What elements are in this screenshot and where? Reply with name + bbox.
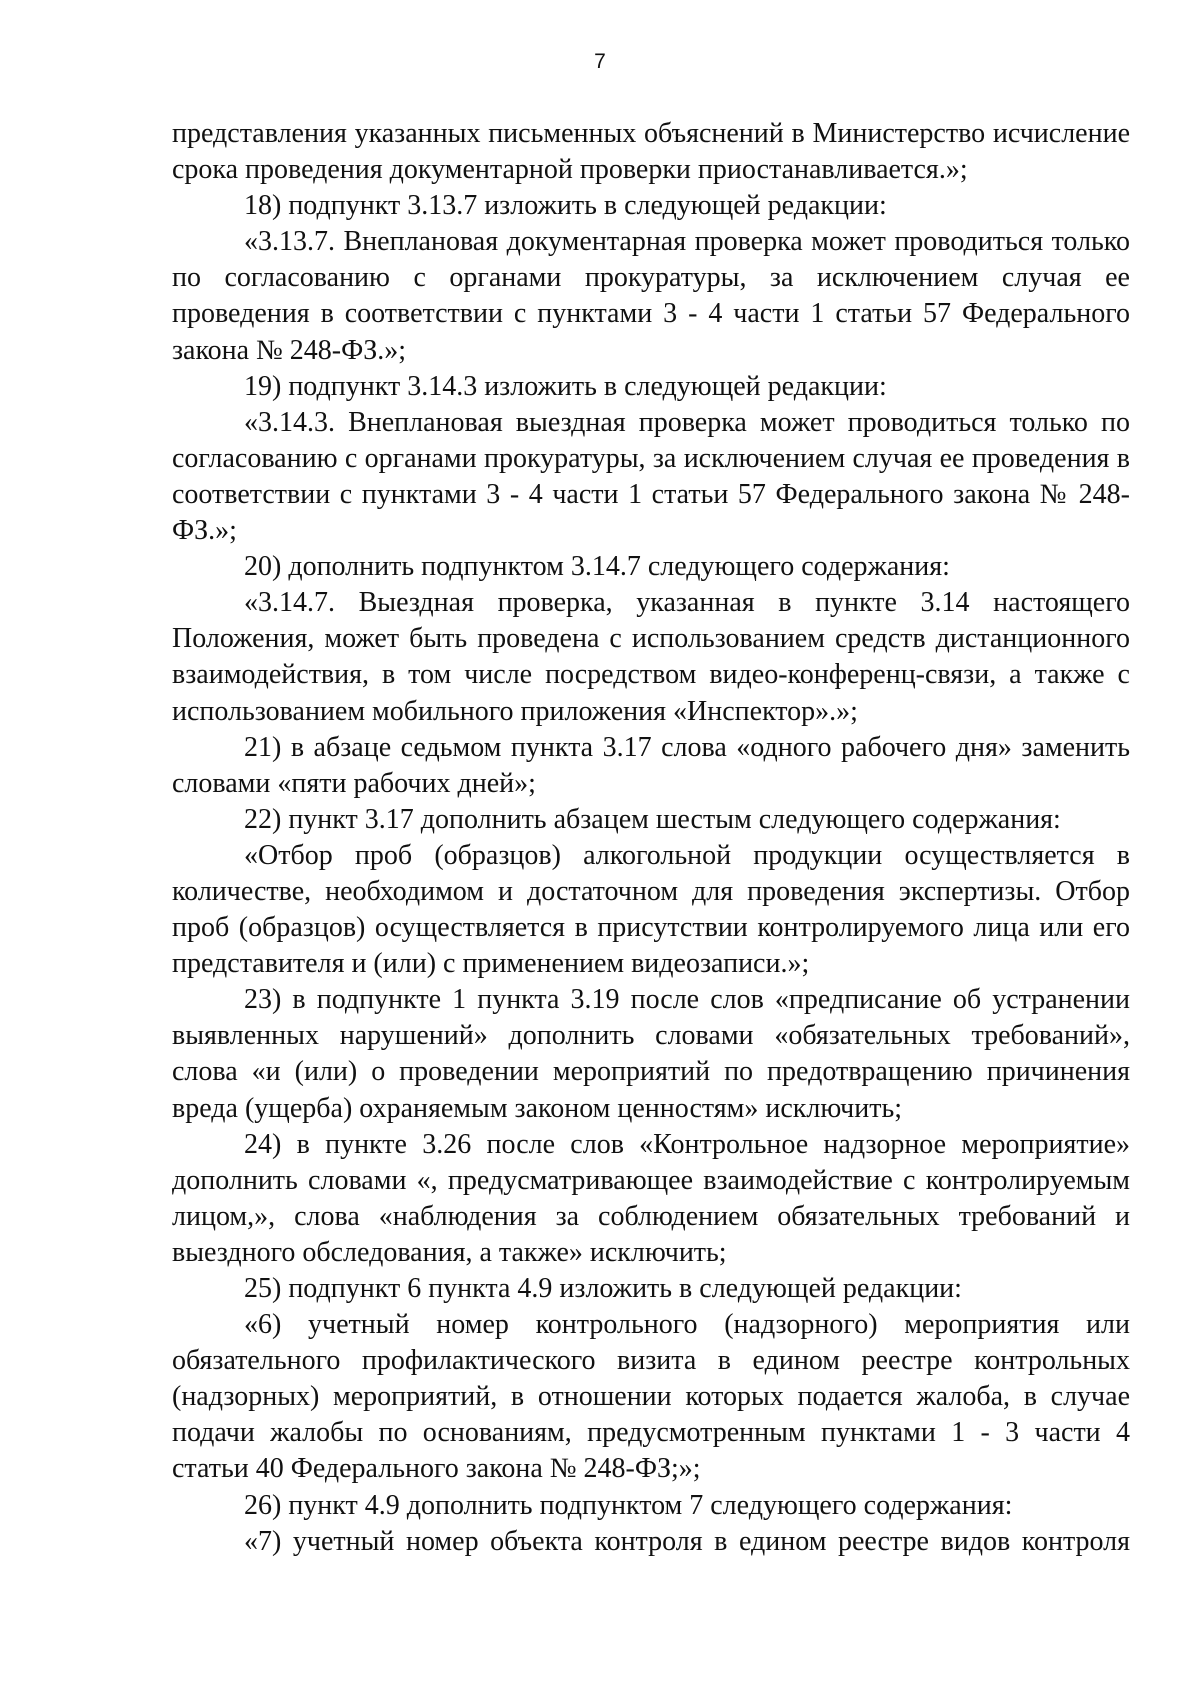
paragraph-item-26: 26) пункт 4.9 дополнить подпунктом 7 следующего содержания: — [244, 1489, 1013, 1521]
paragraph-quote-sampling: «Отбор проб (образцов) алкогольной продукции осуществляется в количестве, необходимом и достаточном для проведения экспертизы. Отбор проб (образцов) осуществляется в присутствии контролируемого лица или его представителя и (или) с применением видеозаписи.»; — [172, 839, 1130, 980]
paragraph-quote-subitem-6: «6) учетный номер контрольного (надзорного) мероприятия или обязательного профилактического визита в едином реестре контрольных (надзорных) мероприятий, в отношении которых подается жалоба, в случае подачи жалобы по основаниям, предусмотренным пунктами 1 - 3 части 4 статьи 40 Федерального закона № 248-ФЗ;»; — [172, 1309, 1130, 1485]
paragraph-quote-3-14-7: «3.14.7. Выездная проверка, указанная в пункте 3.14 настоящего Положения, может быть проведена с использованием средств дистанционного взаимодействия, в том числе посредством видео-конференц-связи, а также с использованием мобильного приложения «Инспектор».»; — [172, 587, 1130, 727]
paragraph-item-23: 23) в подпункте 1 пункта 3.19 после слов «предписание об устранении выявленных нарушений» дополнить словами «обязательных требований», слова «и (или) о проведении мероприятий по предотвращению причинения вреда (ущерба) охраняемым законом ценностям» исключить; — [172, 984, 1130, 1124]
paragraph-item-25: 25) подпункт 6 пункта 4.9 изложить в следующей редакции: — [244, 1273, 962, 1304]
page-number: 7 — [594, 50, 606, 73]
paragraph-continuation: представления указанных письменных объяснений в Министерство исчисление срока проведения документарной проверки приостанавливается.»; — [172, 118, 1130, 186]
paragraph-item-24: 24) в пункте 3.26 после слов «Контрольное надзорное мероприятие» дополнить словами «, предусматривающее взаимодействие с контролируемым лицом,», слова «наблюдения за соблюдением обязательных требований и выездного обследования, а также» исключить; — [172, 1128, 1130, 1268]
paragraph-item-18: 18) подпункт 3.13.7 изложить в следующей редакции: — [244, 190, 887, 222]
paragraph-item-19: 19) подпункт 3.14.3 изложить в следующей редакции: — [244, 370, 887, 402]
paragraph-quote-3-14-3: «3.14.3. Внеплановая выездная проверка может проводиться только по согласованию с органами прокуратуры, за исключением случая ее проведения в соответствии с пунктами 3 - 4 части 1 статьи 57 Федерального закона № 248-ФЗ.»; — [172, 406, 1130, 547]
paragraph-item-20: 20) дополнить подпунктом 3.14.7 следующего содержания: — [244, 551, 950, 583]
paragraph-quote-subitem-7: «7) учетный номер объекта контроля в едином реестре видов контроля — [244, 1525, 1130, 1557]
paragraph-quote-3-13-7: «3.13.7. Внеплановая документарная проверка может проводиться только по согласованию с органами прокуратуры, за исключением случая ее проведения в соответствии с пунктами 3 - 4 части 1 статьи 57 Федерального закона № 248-ФЗ.»; — [172, 226, 1130, 366]
document-body — [172, 116, 1130, 1560]
paragraph-item-21: 21) в абзаце седьмом пункта 3.17 слова «одного рабочего дня» заменить словами «пяти рабочих дней»; — [172, 731, 1130, 799]
paragraph-item-22: 22) пункт 3.17 дополнить абзацем шестым следующего содержания: — [244, 803, 1061, 835]
